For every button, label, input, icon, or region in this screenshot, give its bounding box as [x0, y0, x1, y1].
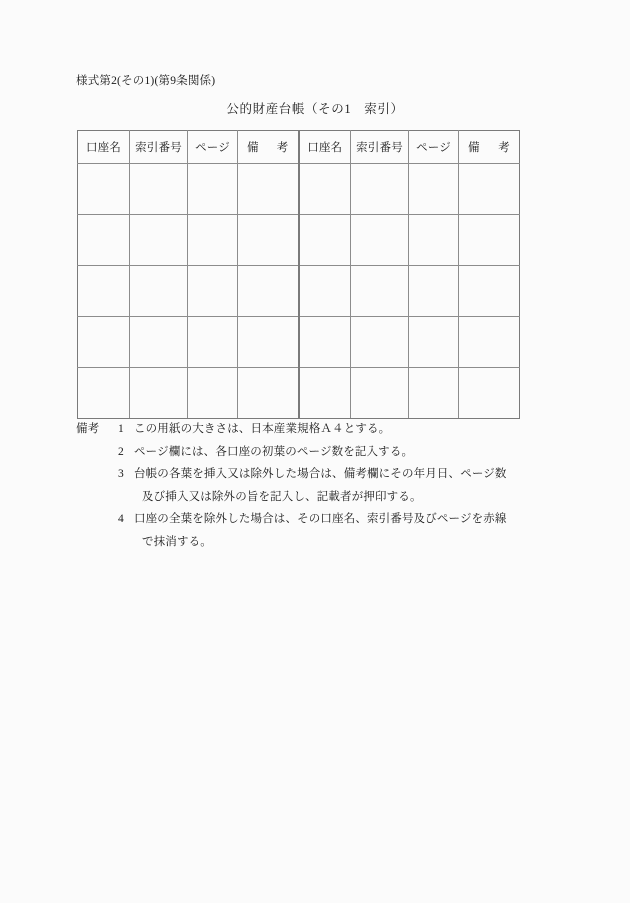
table-cell[interactable] — [351, 266, 409, 317]
column-header-label: 口座名 — [307, 142, 343, 154]
table-cell[interactable] — [351, 368, 409, 419]
table-cell[interactable] — [409, 266, 459, 317]
table-cell[interactable] — [459, 266, 520, 317]
table-cell[interactable] — [409, 368, 459, 419]
remarks-item-number: 2 — [118, 445, 124, 458]
table-cell[interactable] — [299, 368, 351, 419]
column-header-remarks-left — [238, 131, 299, 164]
table-cell[interactable] — [188, 164, 238, 215]
column-header-page-left — [188, 131, 238, 164]
table-cell[interactable] — [299, 317, 351, 368]
remarks-item — [118, 441, 576, 464]
header-row — [78, 131, 520, 164]
index-table — [77, 130, 520, 419]
column-header-label: 索引番号 — [135, 142, 182, 154]
table-cell[interactable] — [130, 266, 188, 317]
column-header-label-part-a: 備 — [468, 142, 480, 154]
column-header-account-name-right — [299, 131, 351, 164]
remarks-item-line: 台帳の各葉を挿入又は除外した場合は、備考欄にその年月日、ページ数 — [134, 468, 507, 480]
table-cell[interactable] — [78, 164, 130, 215]
table-cell[interactable] — [459, 164, 520, 215]
table-cell[interactable] — [78, 266, 130, 317]
table-row — [78, 368, 520, 419]
table-cell[interactable] — [130, 164, 188, 215]
table-cell[interactable] — [351, 215, 409, 266]
remarks-item-line: で抹消する。 — [142, 535, 212, 548]
table-cell[interactable] — [188, 368, 238, 419]
table-cell[interactable] — [238, 215, 299, 266]
table-cell[interactable] — [130, 317, 188, 368]
remarks-item — [118, 508, 576, 553]
remarks-section — [76, 418, 576, 553]
column-header-label — [459, 139, 519, 155]
page-title — [0, 100, 630, 118]
column-header-index-number-left — [130, 131, 188, 164]
table-cell[interactable] — [459, 215, 520, 266]
remarks-item-text — [134, 418, 576, 441]
table-cell[interactable] — [351, 164, 409, 215]
table-cell[interactable] — [238, 317, 299, 368]
column-header-account-name-left — [78, 131, 130, 164]
column-header-label: 口座名 — [85, 142, 122, 154]
table-cell[interactable] — [130, 368, 188, 419]
remarks-item-line: この用紙の大きさは、日本産業規格Ａ４とする。 — [134, 423, 391, 435]
table-cell[interactable] — [188, 317, 238, 368]
table-row — [78, 266, 520, 317]
remarks-item-text — [134, 441, 576, 464]
table-row — [78, 164, 520, 215]
remarks-item-number: 4 — [118, 513, 124, 525]
table-row — [78, 317, 520, 368]
index-table-body — [78, 164, 520, 419]
column-header-remarks-right — [459, 131, 520, 164]
table-cell[interactable] — [409, 317, 459, 368]
remarks-item-number: 3 — [118, 468, 124, 480]
table-cell[interactable] — [459, 368, 520, 419]
remarks-item-text — [134, 508, 576, 553]
table-cell[interactable] — [238, 164, 299, 215]
table-cell[interactable] — [78, 215, 130, 266]
table-row — [78, 215, 520, 266]
remarks-item-text — [134, 463, 576, 508]
column-header-label: ページ — [416, 142, 451, 154]
table-cell[interactable] — [409, 215, 459, 266]
column-header-label — [238, 139, 298, 155]
remarks-item-line: 及び挿入又は除外の旨を記入し、記載者が押印する。 — [142, 490, 422, 503]
table-cell[interactable] — [299, 164, 351, 215]
column-header-label-part-a: 備 — [247, 142, 259, 154]
page-title-text: 公的財産台帳（その1 索引） — [226, 102, 404, 116]
table-cell[interactable] — [238, 368, 299, 419]
column-header-label: ページ — [195, 142, 230, 154]
table-cell[interactable] — [130, 215, 188, 266]
table-cell[interactable] — [299, 266, 351, 317]
table-cell[interactable] — [188, 215, 238, 266]
table-cell[interactable] — [188, 266, 238, 317]
remarks-item-line: 口座の全葉を除外した場合は、その口座名、索引番号及びページを赤線 — [134, 513, 507, 525]
table-cell[interactable] — [78, 368, 130, 419]
remarks-item-number: 1 — [118, 423, 124, 435]
remarks-item — [118, 418, 576, 441]
column-header-page-right — [409, 131, 459, 164]
table-cell[interactable] — [78, 317, 130, 368]
table-cell[interactable] — [409, 164, 459, 215]
table-cell[interactable] — [299, 215, 351, 266]
table-cell[interactable] — [351, 317, 409, 368]
remarks-row — [76, 418, 576, 553]
remarks-item — [118, 463, 576, 508]
column-header-label: 索引番号 — [356, 142, 403, 154]
remarks-label: 備考 — [76, 423, 100, 435]
column-header-label-part-b: 考 — [276, 142, 289, 154]
index-table-header — [78, 131, 520, 164]
remarks-list — [118, 418, 576, 553]
table-cell[interactable] — [238, 266, 299, 317]
table-cell[interactable] — [459, 317, 520, 368]
form-number: 様式第2(その1)(第9条関係) — [76, 75, 216, 87]
column-header-index-number-right — [351, 131, 409, 164]
remarks-item-line: ページ欄には、各口座の初葉のページ数を記入する。 — [134, 445, 414, 458]
column-header-label-part-b: 考 — [498, 142, 510, 154]
